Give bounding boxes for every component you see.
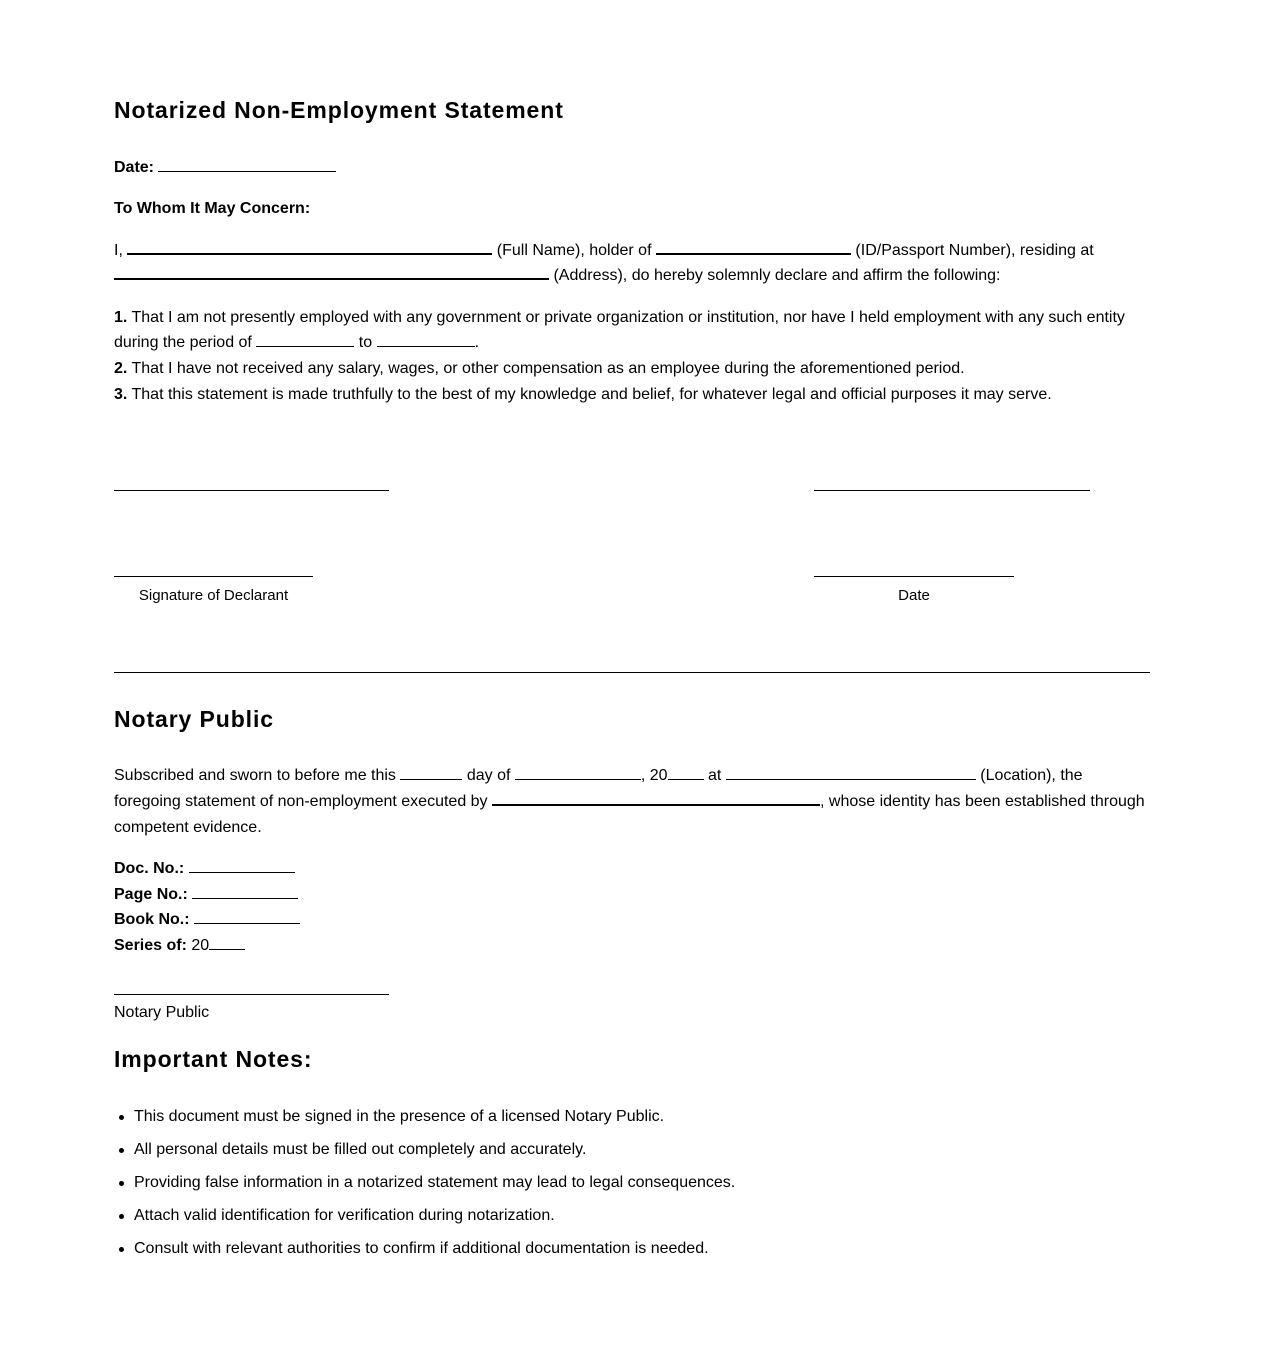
section-divider <box>114 672 1150 673</box>
series-value: 20 <box>191 937 210 954</box>
series-row <box>114 933 245 958</box>
intro-prefix: I, <box>114 242 123 259</box>
notary-line-1 <box>114 763 1083 788</box>
list-item: All personal details must be filled out completely and accurately. <box>114 1141 735 1174</box>
statement-number: 3. <box>114 386 128 403</box>
page-no-field[interactable] <box>192 883 298 899</box>
period-to-field[interactable] <box>377 331 475 347</box>
notary-text: foregoing statement of non-employment executed by <box>114 793 488 810</box>
date-label: Date: <box>114 159 155 176</box>
list-item: Consult with relevant authorities to confirm if additional documentation is needed. <box>114 1240 735 1273</box>
notary-signature-line[interactable] <box>114 994 389 995</box>
statement-text: That I have not received any salary, wages, or other compensation as an employee during the aforementioned period. <box>131 360 965 377</box>
list-item: Providing false information in a notarized statement may lead to legal consequences. <box>114 1174 735 1207</box>
full-name-field[interactable] <box>127 238 492 255</box>
statement-text: That this statement is made truthfully to the best of my knowledge and belief, for whatever legal and official purposes it may serve. <box>131 386 1052 403</box>
book-no-field[interactable] <box>194 908 300 924</box>
notes-heading: Important Notes: <box>114 1046 313 1072</box>
intro-line-1 <box>114 238 1094 263</box>
full-name-label: (Full Name), holder of <box>496 242 652 259</box>
signature-line-top-left[interactable] <box>114 490 389 491</box>
salutation: To Whom It May Concern: <box>114 200 311 217</box>
date-field[interactable] <box>158 156 336 172</box>
statement-text: during the period of <box>114 334 252 351</box>
declarant-signature-label: Signature of Declarant <box>138 587 289 604</box>
notary-line-3: competent evidence. <box>114 819 262 836</box>
book-no-label: Book No.: <box>114 911 190 928</box>
notary-text: day of <box>466 767 511 784</box>
signature-line-top-right[interactable] <box>814 490 1090 491</box>
statement-number: 2. <box>114 360 128 377</box>
month-field[interactable] <box>515 764 641 780</box>
notary-line-2 <box>114 789 1145 814</box>
doc-no-label: Doc. No.: <box>114 860 185 877</box>
list-item: This document must be signed in the presence of a licensed Notary Public. <box>114 1108 735 1141</box>
address-field[interactable] <box>114 263 549 280</box>
series-label: Series of: <box>114 937 187 954</box>
notary-text: Subscribed and sworn to before me this <box>114 767 396 784</box>
executed-by-field[interactable] <box>492 789 820 806</box>
notary-text: , 20 <box>640 767 668 784</box>
year-field[interactable] <box>668 764 704 780</box>
date-signature-label: Date <box>898 587 930 604</box>
book-no-row <box>114 907 300 932</box>
statement-number: 1. <box>114 309 128 326</box>
notes-list <box>114 1108 735 1273</box>
page-no-row <box>114 882 298 907</box>
document-title: Notarized Non-Employment Statement <box>114 97 564 123</box>
notary-signature-label: Notary Public <box>114 1004 210 1021</box>
statement-text: That I am not presently employed with any government or private organization or institution, nor have I held employment with any such entity <box>131 309 1125 326</box>
date-row <box>114 155 336 180</box>
list-item: Attach valid identification for verification during notarization. <box>114 1207 735 1240</box>
page-no-label: Page No.: <box>114 886 188 903</box>
id-number-field[interactable] <box>656 238 851 255</box>
notary-heading: Notary Public <box>114 706 274 732</box>
doc-no-row <box>114 856 295 881</box>
notary-text: at <box>708 767 722 784</box>
statement-1-line-1 <box>114 305 1125 330</box>
notary-text: (Location), the <box>980 767 1083 784</box>
day-field[interactable] <box>400 764 462 780</box>
series-year-field[interactable] <box>209 934 245 950</box>
doc-no-field[interactable] <box>189 857 295 873</box>
notary-text: , whose identity has been established through <box>820 793 1145 810</box>
statement-text: . <box>474 334 480 351</box>
address-label: (Address), do hereby solemnly declare and affirm the following: <box>553 267 1001 284</box>
statement-text: to <box>358 334 373 351</box>
statement-2 <box>114 356 965 381</box>
statement-3 <box>114 382 1052 407</box>
location-field[interactable] <box>726 764 976 780</box>
statement-1-line-2 <box>114 330 479 355</box>
date-signature-line[interactable] <box>814 576 1014 577</box>
id-label: (ID/Passport Number), residing at <box>855 242 1094 259</box>
declarant-signature-line[interactable] <box>114 576 313 577</box>
intro-line-2 <box>114 263 1001 288</box>
period-from-field[interactable] <box>256 331 354 347</box>
